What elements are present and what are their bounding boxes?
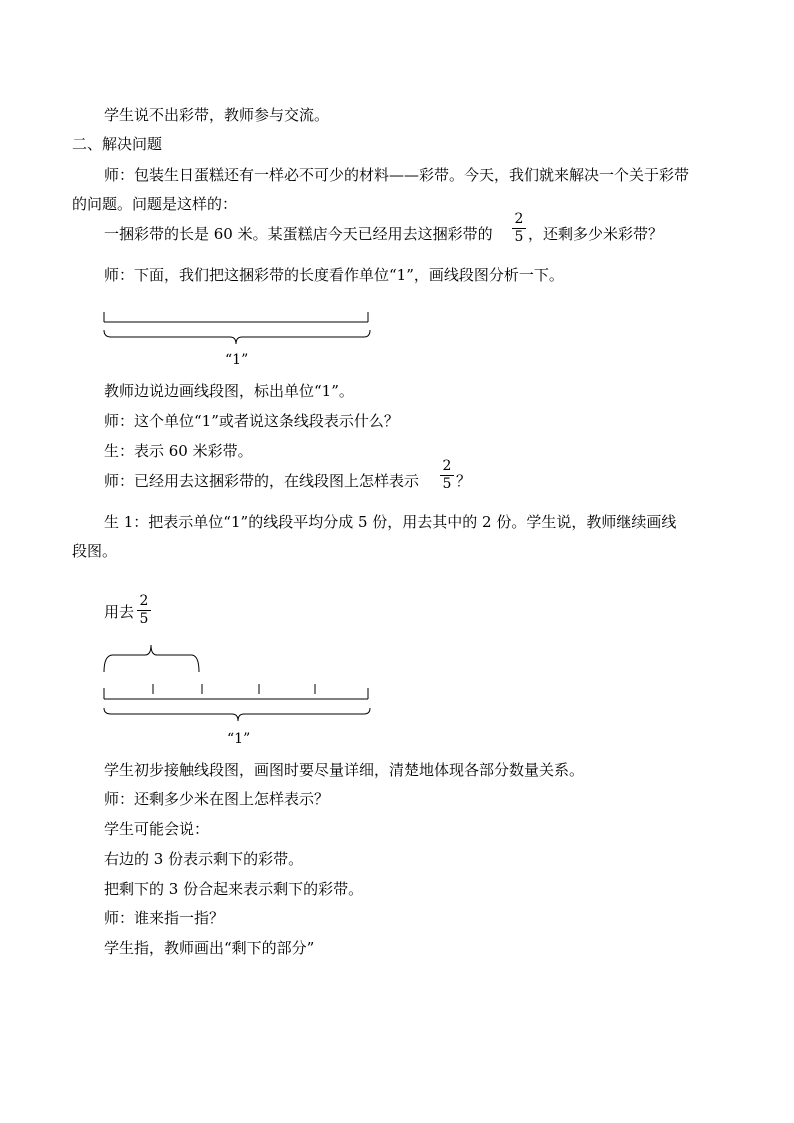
text-line: 师：包装生日蛋糕还有一样必不可少的材料——彩带。今天，我们就来解决一个关于彩带 [104,166,690,184]
fraction-numerator: 2 [514,211,524,227]
text-line: 段图。 [72,542,118,560]
segment-diagram-2 [104,645,370,721]
text-line: 生 1：把表示单位“1”的线段平均分成 5 份，用去其中的 2 份。学生说，教师继续画线 [104,513,677,531]
fraction-numerator: 2 [139,593,149,609]
text-line: 师：还剩多少米在图上怎样表示？ [104,790,330,808]
text-line: 师：这个单位“1”或者说这条线段表示什么？ [104,412,399,430]
text-line: 生：表示 60 米彩带。 [104,442,253,460]
unit-label: “1” [227,731,251,747]
section-heading: 二、解决问题 [72,135,163,153]
text-line: 师：谁来指一指？ [104,909,225,927]
text-line: 学生初步接触线段图，画图时要尽量详细，清楚地体现各部分数量关系。 [104,761,585,779]
fraction [137,594,151,627]
text-line: 师：下面，我们把这捆彩带的长度看作单位“1”，画线段图分析一下。 [104,266,564,284]
brace-under [104,330,370,344]
text-line: 把剩下的 3 份合起来表示剩下的彩带。 [104,880,364,898]
fraction-denominator: 5 [139,611,149,627]
brace-under [104,708,370,721]
text-line: 教师边说边画线段图，标出单位“1”。 [104,382,354,400]
text-line: 师：已经用去这捆彩带的，在线段图上怎样表示 [104,472,420,490]
text-line: ？ [456,472,472,490]
segment-diagram-1 [104,312,370,344]
text-line: 学生说不出彩带，教师参与交流。 [104,106,330,124]
text-line: 学生指，教师画出“剩下的部分” [104,939,315,957]
brace-over-used [104,645,199,672]
fraction-denominator: 5 [514,229,524,245]
text-line: 学生可能会说： [104,820,210,838]
text-line: 右边的 3 份表示剩下的彩带。 [104,850,304,868]
unit-label: “1” [225,352,249,368]
fraction-denominator: 5 [442,476,452,492]
text-line: 一捆彩带的长是 60 米。某蛋糕店今天已经用去这捆彩带的 [104,225,493,243]
fraction-numerator: 2 [442,458,452,474]
text-line: ，还剩多少米彩带？ [528,225,664,243]
used-label: 用去 [104,603,135,621]
fraction [440,459,454,492]
text-line: 的问题。问题是这样的： [72,195,238,213]
